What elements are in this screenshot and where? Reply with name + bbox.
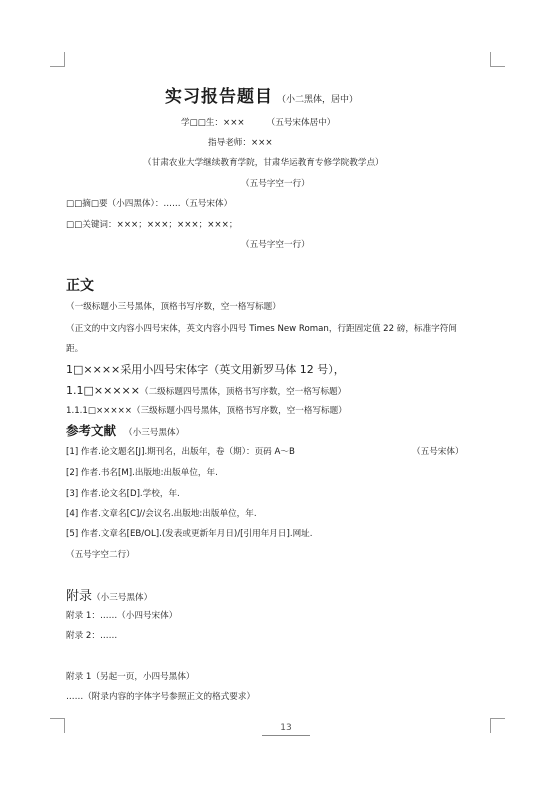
margin-corner-mark <box>50 52 65 67</box>
body-format-line: （正文的中文内容小四号宋体，英文内容小四号 Times New Roman，行距固定值 22 磅，标准字符间 <box>66 324 457 334</box>
level2-heading: 1.1□××××× <box>66 384 140 397</box>
report-title <box>165 86 358 111</box>
reference-item: [5] 作者.文章名[EB/OL].(发表或更新年月日)/[引用年月日].网址. <box>66 529 313 539</box>
reference-item: [1] 作者.论文题名[J].期刊名，出版年，卷（期）：页码 A～B <box>66 447 295 457</box>
body-heading: 正文 <box>66 278 94 294</box>
appendix1-title: 附录 1（另起一页，小四号黑体） <box>66 672 195 682</box>
abstract-line <box>66 198 232 211</box>
appendix-item: 附录 2：…… <box>66 631 118 641</box>
keywords-line <box>66 219 237 232</box>
keywords-label: □□关键词： <box>66 220 117 230</box>
appendix-heading-line <box>66 588 152 606</box>
appendix1-content: ……（附录内容的字体字号参照正文的格式要求） <box>66 692 256 702</box>
spacing-note: （五号字空一行） <box>241 240 310 250</box>
advisor-line: 指导老师：××× <box>208 138 273 148</box>
body-format-line: 距。 <box>66 344 84 354</box>
student-format-note: （五号宋体居中） <box>266 118 336 128</box>
appendix-item: 附录 1：……（小四号宋体） <box>66 611 178 621</box>
reference-item: [3] 作者.论文名[D].学校，年. <box>66 489 180 499</box>
reference-item: [2] 作者.书名[M].出版地:出版单位，年. <box>66 468 218 478</box>
level1-line: 1□××××采用小四号宋体字（英文用新罗马体 12 号）， <box>66 363 345 376</box>
reference-format-note: （五号宋体） <box>412 447 464 457</box>
title-text: 实习报告题目 <box>165 87 273 107</box>
page-number: 13 <box>262 722 310 736</box>
title-format-note: （小二黑体，居中） <box>277 95 359 105</box>
appendix-format-note: （小三号黑体） <box>92 593 153 603</box>
margin-corner-mark <box>490 718 505 733</box>
references-heading-line <box>66 423 184 440</box>
affiliation-line: （甘肃农业大学继续教育学院，甘肃华运教育专修学院教学点） <box>143 158 384 168</box>
references-format-note: （小三号黑体） <box>124 428 185 438</box>
level2-line <box>66 383 346 399</box>
level3-line: 1.1.1□×××××（三级标题小四号黑体，顶格书写序数，空一格写标题） <box>66 406 347 416</box>
heading-format-note: （一级标题小三号黑体，顶格书写序数，空一格写标题） <box>66 302 281 312</box>
student-line <box>181 117 335 130</box>
appendix-heading: 附录 <box>66 589 93 604</box>
abstract-label: □□摘□要 <box>66 199 108 209</box>
spacing-note: （五号字空一行） <box>241 179 310 189</box>
level2-format-note: （二级标题四号黑体，顶格书写序数，空一格写标题） <box>139 387 347 397</box>
spacing-note: （五号字空二行） <box>66 550 135 560</box>
student-label: 学□□生：××× <box>181 118 245 128</box>
margin-corner-mark <box>50 718 65 733</box>
references-heading: 参考文献 <box>66 423 117 438</box>
margin-corner-mark <box>490 52 505 67</box>
reference-item: [4] 作者.文章名[C]//会议名.出版地:出版单位，年. <box>66 509 257 519</box>
abstract-content: ：……（五号宋体） <box>154 199 233 209</box>
abstract-format-note: （小四黑体） <box>107 199 155 209</box>
keywords-content: ×××；×××；×××；×××； <box>116 220 238 230</box>
